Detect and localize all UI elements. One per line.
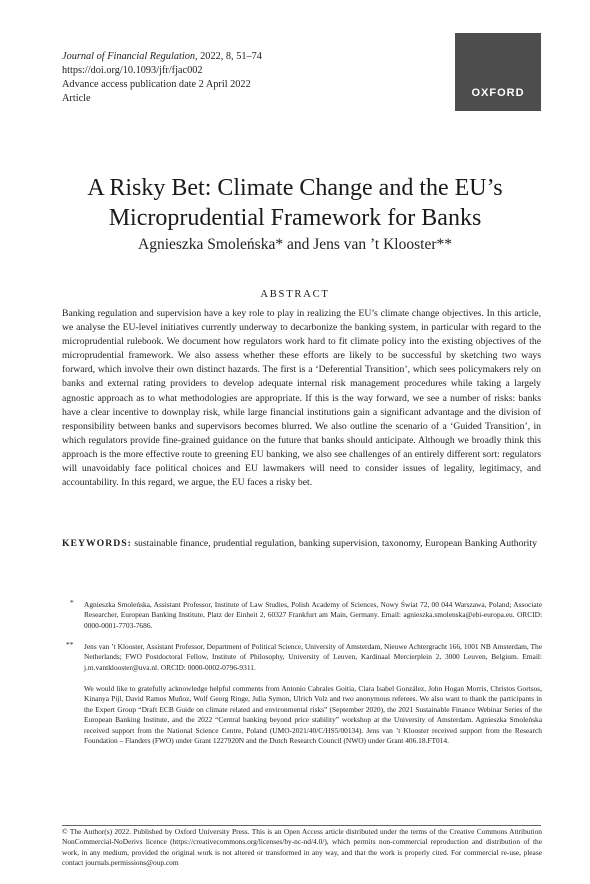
footnote-2: Jens van ’t Klooster, Assistant Professor, Department of Political Science, University of Amsterdam, Nieuwe Achtergracht 166, 1001 NB Amsterdam, The Netherlands; FWO Postdoctoral Fellow, Institute of Philosophy, University of Leuven, Kardinaal Mercierplein 2, 3000 Leuven, Belgium. Email: j.m.vantklooster@uva.nl. ORCID: 0000-0002-0796-9311. <box>84 642 542 672</box>
acknowledgements: We would like to gratefully acknowledge helpful comments from Antonio Cabrales Goitia, Clara Isabel González, John Hogan Morris, Christos Gortsos, Kinanya Pijl, David Ramos Muñoz, Wolf Georg Ringe, Julia Symon, Ulrich Volz and two anonymous referees. We also want to thank the participants in the Expert Group “Draft ECB Guide on climate related and environmental risks” (September 2020), the 2021 Sustainable Finance Webinar Series of the European Banking Institute, and the 2022 “Central banking beyond price stability” workshop at the University of Amsterdam. Agnieszka Smoleńska received support from the National Science Centre, Poland (UMO-2021/40/C/HS5/00134). Jens van ’t Klooster received support from the Research Foundation – Flanders (FWO) under Grant 1227920N and the Dutch Research Council (NWO) under Grant 406.18.FT014. <box>84 684 542 746</box>
footnote-mark-1: * <box>70 598 74 607</box>
abstract-heading: ABSTRACT <box>260 289 330 300</box>
keywords-text: sustainable finance, prudential regulation, banking supervision, taxonomy, European Banking Authority <box>131 538 537 549</box>
article-type: Article <box>62 93 91 104</box>
footer-rule <box>62 825 541 826</box>
oxford-logo-text: OXFORD <box>471 87 525 99</box>
oxford-logo <box>455 33 541 111</box>
doi-link[interactable]: https://doi.org/10.1093/jfr/fjac002 <box>62 65 203 76</box>
abstract-text: Banking regulation and supervision have a key role to play in realizing the EU’s climate change objectives. In this article, we analyse the EU-level initiatives currently underway to decarbonize the banking system, in particular with regard to the microprudential rulebook. We document how regulators work hard to fit climate policy into the existing objectives of the microprudential framework. We also assess whether these efforts are likely to be successful by sketching two ways forward, which involve their own distinct hazards. The first is a ‘Deferential Transition’, which sees policymakers rely on banks and external rating providers to develop adequate internal risk management procedures while taking a largely agnostic approach as to what methodologies are appropriate. If this is the way forward, we see a number of risks: banks have a clear incentive to downplay risk, while large financial institutions gain a significant advantage and the division of responsibility between banks and supervisors becomes blurred. We also outline the scenario of a ‘Guided Transition’, in which regulators provide fine-grained guidance on the future that banks should anticipate. Although we broadly think this approach is the more effective route to greening EU banking, we also see challenges of an entirely different sort: regulators will unavoidably face political choices and EU lawmakers will need to consider issues of legality, legitimacy, and accountability. In this regard, we argue, the EU faces a risky bet. <box>62 308 541 489</box>
copyright-notice: © The Author(s) 2022. Published by Oxford University Press. This is an Open Access article distributed under the terms of the Creative Commons Attribution NonCommercial-NoDerivs licence (https://creativecommons.org/licenses/by-nc-nd/4.0/), which permits non-commercial reproduction and distribution of the work, in any medium, provided the original work is not altered or transformed in any way, and that the work is properly cited. For commercial re-use, please contact journals.permissions@oup.com <box>62 827 542 868</box>
citation-details: , 2022, 8, 51–74 <box>195 51 262 62</box>
title-line-1: A Risky Bet: Climate Change and the EU’s <box>87 175 503 201</box>
article-title <box>50 173 540 233</box>
footnote-1: Agnieszka Smoleńska, Assistant Professor, Institute of Law Studies, Polish Academy of Sciences, Nowy Świat 72, 00 044 Warszawa, Poland; Associate Researcher, European Banking Institute, Platz der Einheit 2, 60327 Frankfurt am Main, Germany. Email: agnieszka.smolenska@ebi-europa.eu. ORCID: 0000-0001-7703-7686. <box>84 600 542 630</box>
publication-date: Advance access publication date 2 April 2022 <box>62 79 251 90</box>
title-line-2: Microprudential Framework for Banks <box>108 205 482 231</box>
keywords <box>62 537 541 551</box>
keywords-label: KEYWORDS: <box>62 538 132 549</box>
journal-name: Journal of Financial Regulation <box>62 51 195 62</box>
footnote-mark-2: ** <box>66 640 74 649</box>
journal-citation <box>62 50 262 64</box>
author-list: Agnieszka Smoleńska* and Jens van ’t Klooster** <box>138 236 452 253</box>
journal-header <box>62 50 262 106</box>
